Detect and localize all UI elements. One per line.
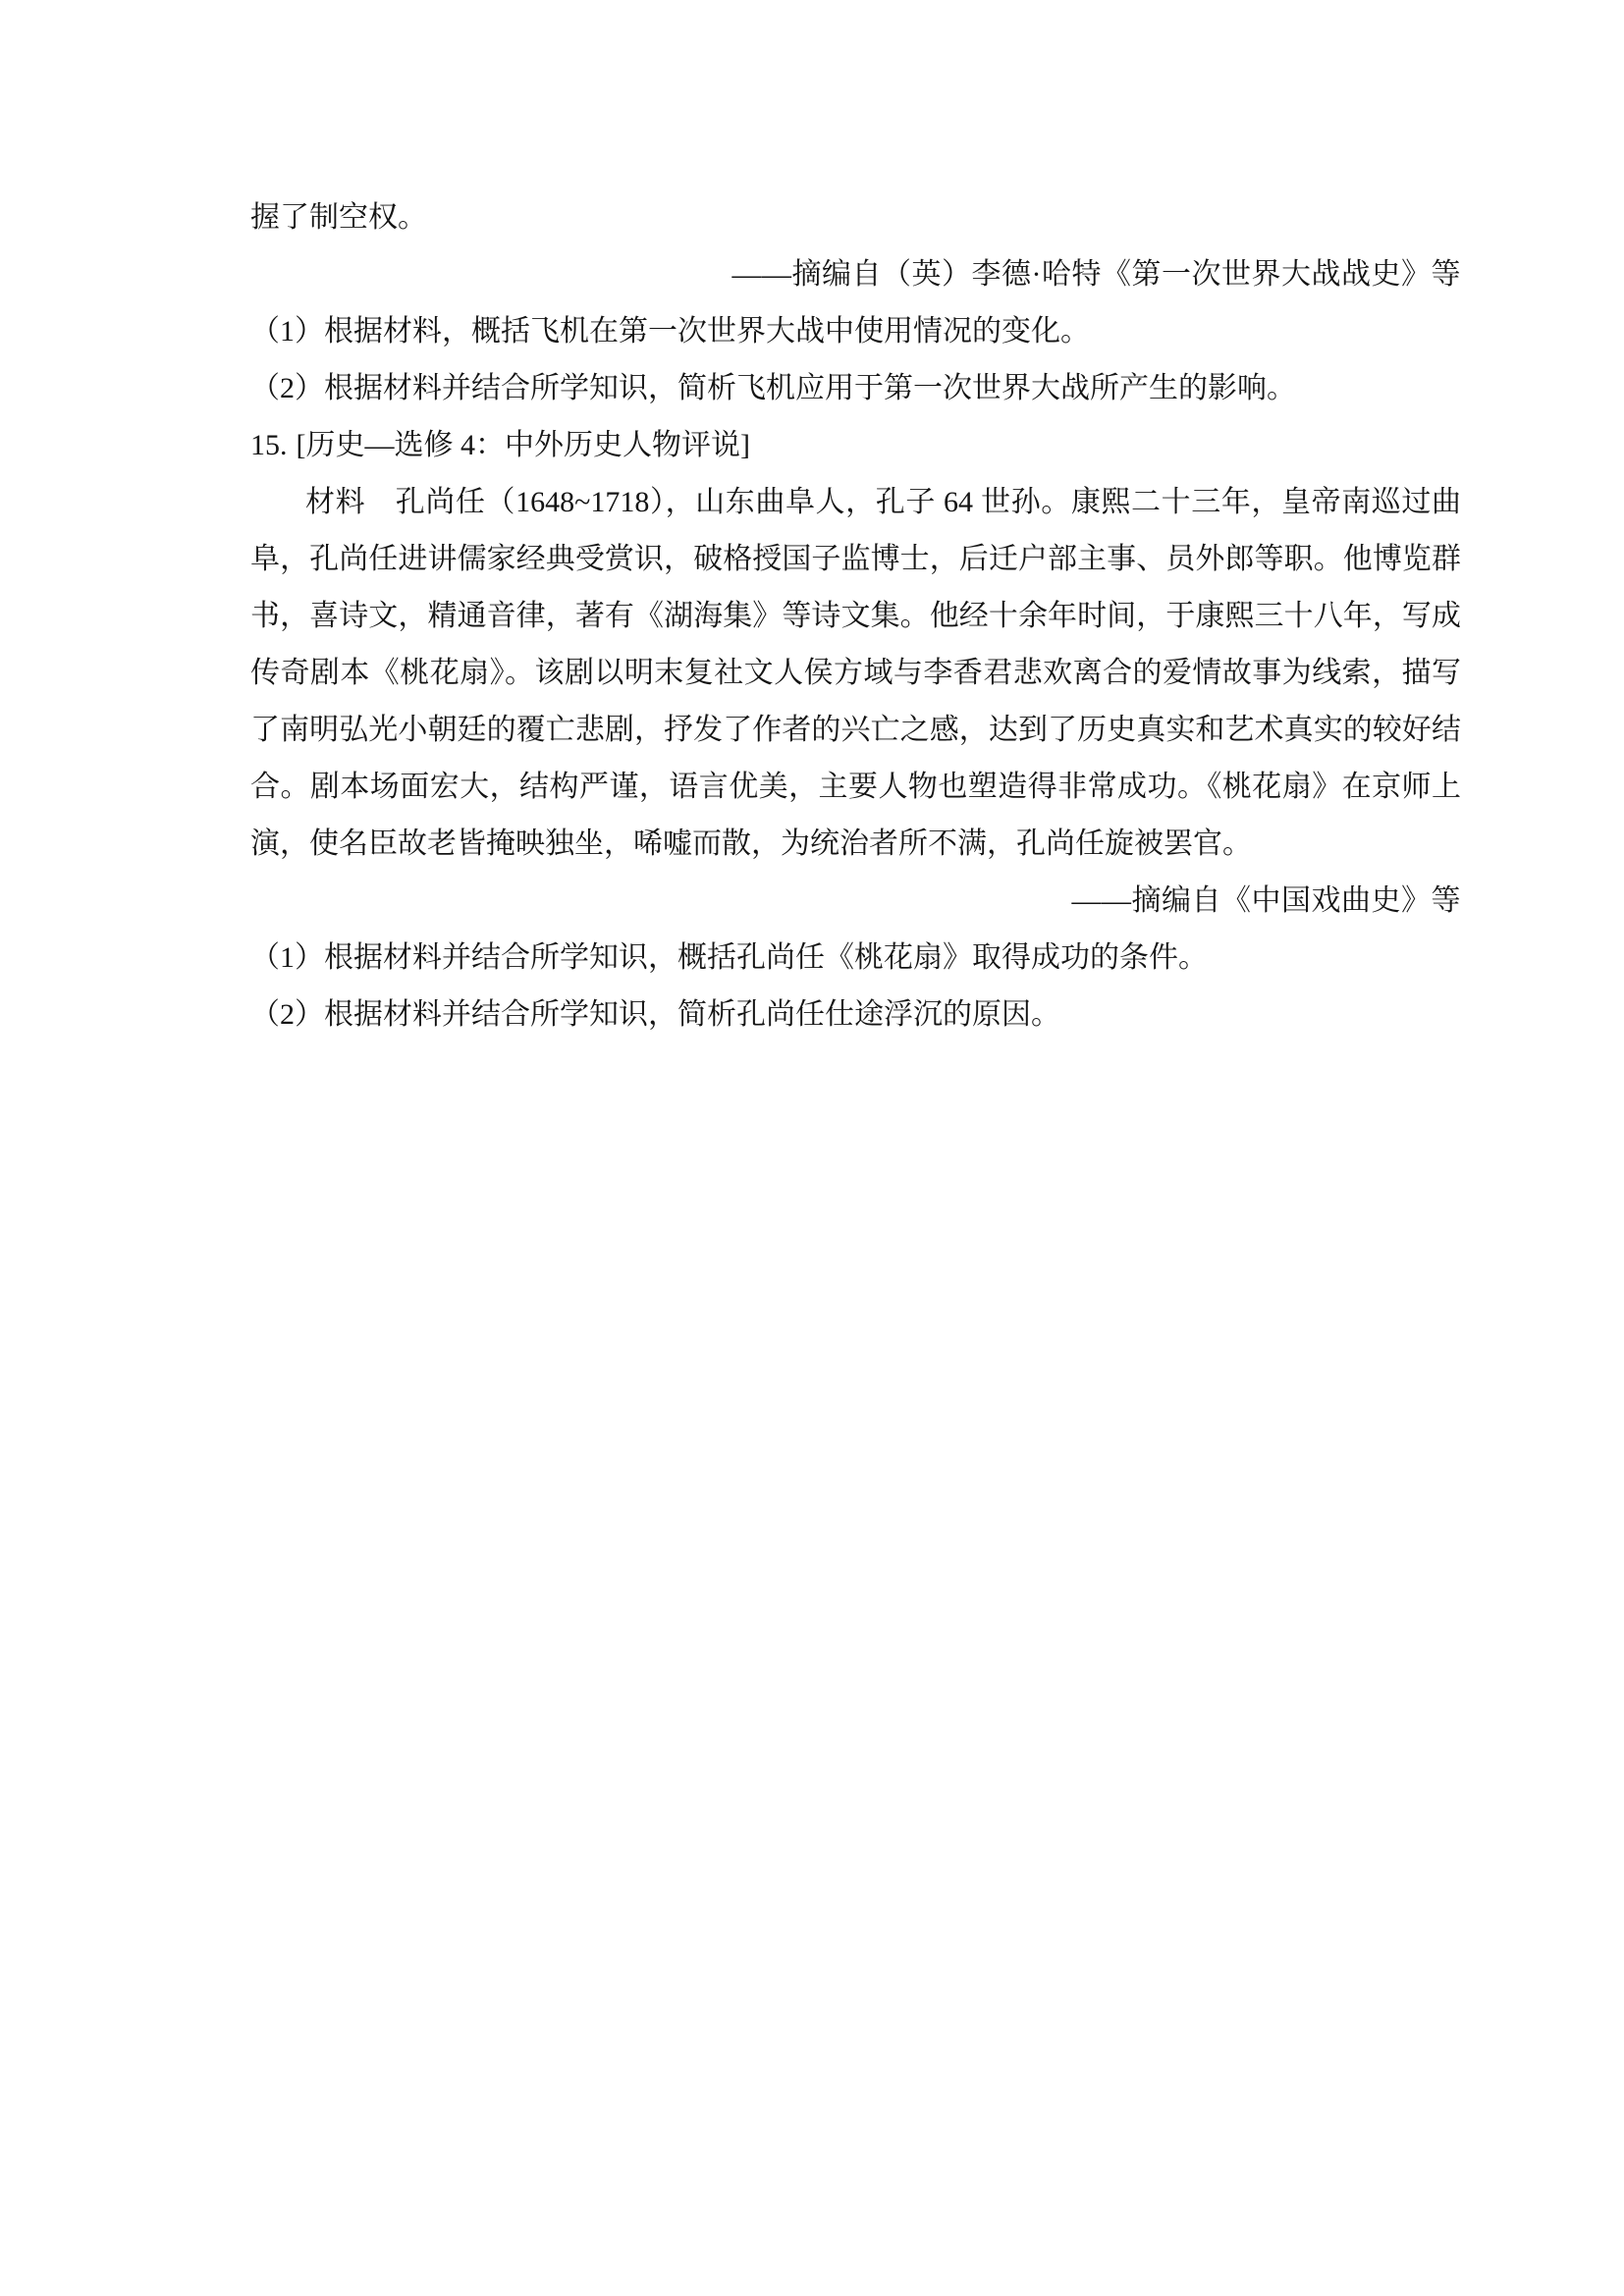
q15-material-paragraph: 材料 孔尚任（1648~1718），山东曲阜人，孔子 64 世孙。康熙二十三年，皇帝南巡过曲阜，孔尚任进讲儒家经典受赏识，破格授国子监博士，后迁户部主事、员外郎等职。他博览群书，喜诗文，精通音律，著有《湖海集》等诗文集。他经十余年时间，于康熙三十八年，写成传奇剧本《桃花扇》。该剧以明末复社文人侯方域与李香君悲欢离合的爱情故事为线索，描写了南明弘光小朝廷的覆亡悲剧，抒发了作者的兴亡之感，达到了历史真实和艺术真实的较好结合。剧本场面宏大，结构严谨，语言优美，主要人物也塑造得非常成功。《桃花扇》在京师上演，使名臣故老皆掩映独坐，唏嘘而散，为统治者所不满，孔尚任旋被罢官。 [250,486,1461,860]
page-content [250,189,1461,1043]
q14-source-citation: ——摘编自（英）李德·哈特《第一次世界大战战史》等 [731,258,1461,291]
q14-sub-question-2: （2）根据材料并结合所学知识，简析飞机应用于第一次世界大战所产生的影响。 [250,372,1296,404]
q15-sub-question-1: （1）根据材料并结合所学知识，概括孔尚任《桃花扇》取得成功的条件。 [250,941,1208,974]
q15-source-citation: ——摘编自《中国戏曲史》等 [1071,884,1461,917]
q15-sub-question-2: （2）根据材料并结合所学知识，简析孔尚任仕途浮沉的原因。 [250,998,1060,1031]
q14-material-tail-line: 握了制空权。 [250,201,427,234]
q15-heading [250,417,1461,474]
q15-item-number: 15. [250,429,288,461]
q15-item-title: [历史—选修 4：中外历史人物评说] [296,429,750,461]
q14-sub-question-1: （1）根据材料，概括飞机在第一次世界大战中使用情况的变化。 [250,315,1090,347]
